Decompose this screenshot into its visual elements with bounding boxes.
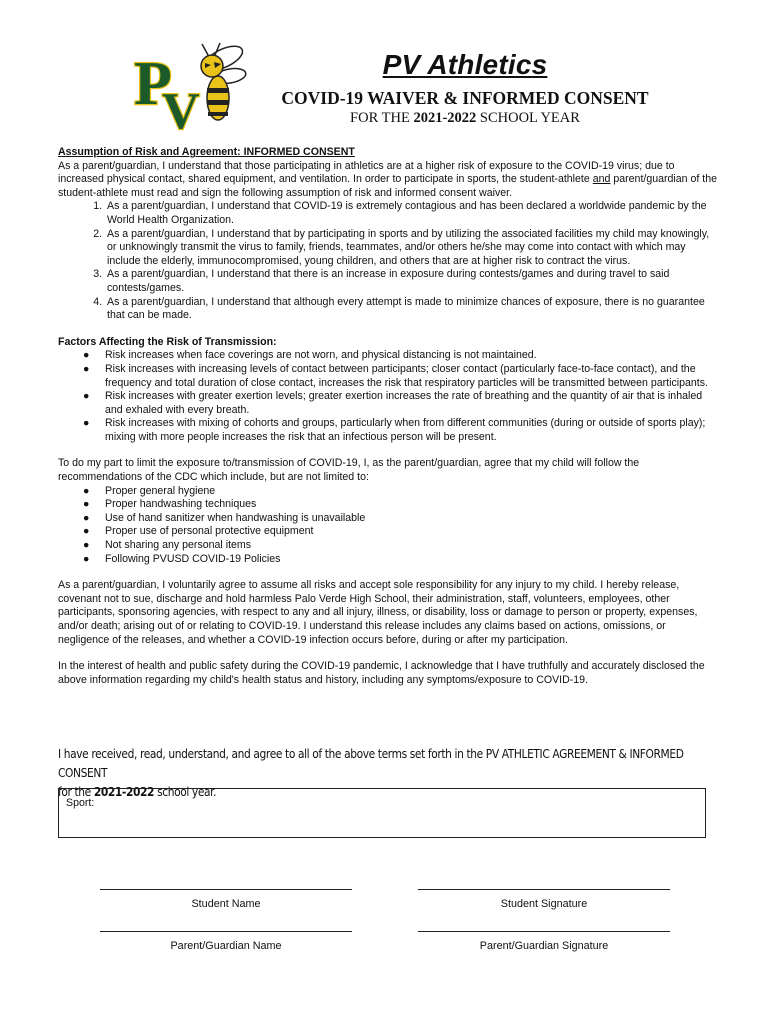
list-item: ● Risk increases when face coverings are not worn, and physical distancing is not maintained. [83, 349, 537, 362]
list-item: ● Proper handwashing techniques [83, 498, 257, 511]
list-item: ● Proper use of personal protective equipment [83, 525, 314, 538]
parent-signature-field[interactable] [418, 931, 670, 952]
logo-letter-v: V [162, 83, 200, 132]
student-name-field[interactable] [100, 889, 352, 910]
parent-signature-label: Parent/Guardian Signature [479, 940, 609, 952]
factors-heading: Factors Affecting the Risk of Transmission: [58, 335, 277, 348]
list-item: ● Risk increases with greater exertion levels; greater exertion increases the rate of breathing and the quantity of air that is inhaled and exhaled with every breath. [83, 390, 703, 416]
list-item: 4. As a parent/guardian, I understand that although every attempt is made to minimize chances of exposure, there is no guarantee that can be made. [105, 296, 718, 323]
assumption-list [58, 200, 718, 322]
sport-label: Sport: [66, 797, 95, 809]
student-signature-field[interactable] [418, 889, 670, 910]
bullet-icon: ● [83, 349, 90, 362]
acknowledgement-line-2: for the 2021-2022 school year. [58, 784, 217, 799]
bullet-icon: ● [83, 525, 90, 538]
bullet-icon: ● [83, 511, 90, 524]
factors-list [58, 349, 718, 444]
school-year: 2021-2022 [413, 110, 477, 126]
list-item: ● Risk increases with mixing of cohorts and groups, particularly when from different communities (during or outside of sports play); mixing with more people increases the risk that an infectious person will be present. [83, 417, 706, 443]
limit-intro: To do my part to limit the exposure to/transmission of COVID-19, I, as the parent/guardian, agree that my child will follow the recommendations of the CDC which include, but are not limited to: [58, 457, 640, 484]
bullet-icon: ● [83, 362, 90, 375]
school-year-line: FOR THE 2021-2022 SCHOOL YEAR [350, 110, 580, 126]
bullet-icon: ● [83, 539, 90, 552]
student-name-label: Student Name [191, 898, 261, 910]
signature-line [100, 889, 352, 890]
parent-name-label: Parent/Guardian Name [170, 940, 282, 952]
signature-line [418, 889, 670, 890]
disclosure-paragraph: In the interest of health and public safety during the COVID-19 pandemic, I acknowledge that I have truthfully and accurately disclosed the above information regarding my child's health status and history, including any symptoms/exposure to COVID-19. [58, 660, 705, 686]
assumption-intro: As a parent/guardian, I understand that those participating in athletics are at a higher risk of exposure to the COVID-19 virus; due to increased physical contact, shared equipment, and ventilation. In order to participate in sports, the student-athlete and parent/guardian of the student-athlete must read and sign the following assumption of risk and informed consent waiver. [58, 159, 718, 199]
parent-name-field[interactable] [100, 931, 352, 952]
bullet-icon: ● [83, 417, 90, 430]
list-item: ● Use of hand sanitizer when handwashing is unavailable [83, 511, 366, 524]
bullet-icon: ● [83, 390, 90, 403]
list-item: ● Proper general hygiene [83, 484, 216, 497]
release-paragraph: As a parent/guardian, I voluntarily agree to assume all risks and accept sole responsibility for any injury to my child. I hereby release, covenant not to sue, discharge and hold harmless Palo Verde High School, their administration, staff, volunteers, employees, other participants, sponsoring agencies, with respect to any and all injury, illness, or disability, loss or damage to person or property, expenses, and/or death; arising out of or relating to COVID-19. I understand this release includes any claims based on actions, omissions, or negligence of the releases, and whether a COVID-19 infection occurs before, during or after my participation. [58, 579, 698, 646]
list-item: 2. As a parent/guardian, I understand that by participating in sports and by utilizing the associated facilities my child may knowingly, or unknowingly transmit the virus to family, friends, teammates, and/or others he/she may come into contact with which may include the elderly, immunocompromised, young children, and others that are at higher risk to contract the virus. [105, 228, 718, 269]
cdc-list [58, 485, 718, 567]
signature-line [418, 931, 670, 932]
sport-field[interactable] [58, 788, 706, 838]
bullet-icon: ● [83, 484, 90, 497]
bullet-icon: ● [83, 498, 90, 511]
assumption-heading: Assumption of Risk and Agreement: INFORMED CONSENT [58, 146, 355, 158]
waiver-body [58, 146, 718, 687]
pv-hornet-logo-icon [132, 40, 250, 132]
acknowledgement-line-1: I have received, read, understand, and agree to all of the above terms set forth in the PV ATHLETIC AGREEMENT & INFORMED CONSENT [58, 746, 684, 780]
logo-letter-p: P [134, 50, 172, 118]
form-subtitle: COVID-19 WAIVER & INFORMED CONSENT [281, 88, 649, 108]
page-title: PV Athletics [382, 49, 548, 80]
list-item: ● Not sharing any personal items [83, 539, 252, 552]
student-signature-label: Student Signature [500, 898, 588, 910]
list-item: 1. As a parent/guardian, I understand that COVID-19 is extremely contagious and has been declared a worldwide pandemic by the World Health Organization. [105, 200, 718, 227]
list-item: ● Following PVUSD COVID-19 Policies [83, 552, 281, 565]
bullet-icon: ● [83, 552, 90, 565]
signature-line [100, 931, 352, 932]
list-item: 3. As a parent/guardian, I understand that there is an increase in exposure during contests/games and during travel to said contests/games. [105, 268, 718, 295]
list-item: ● Risk increases with increasing levels of contact between participants; closer contact (particularly face-to-face contact), and the frequency and total duration of close contact, increases the risk that respiratory particles will be transmitted between participants. [83, 362, 708, 389]
